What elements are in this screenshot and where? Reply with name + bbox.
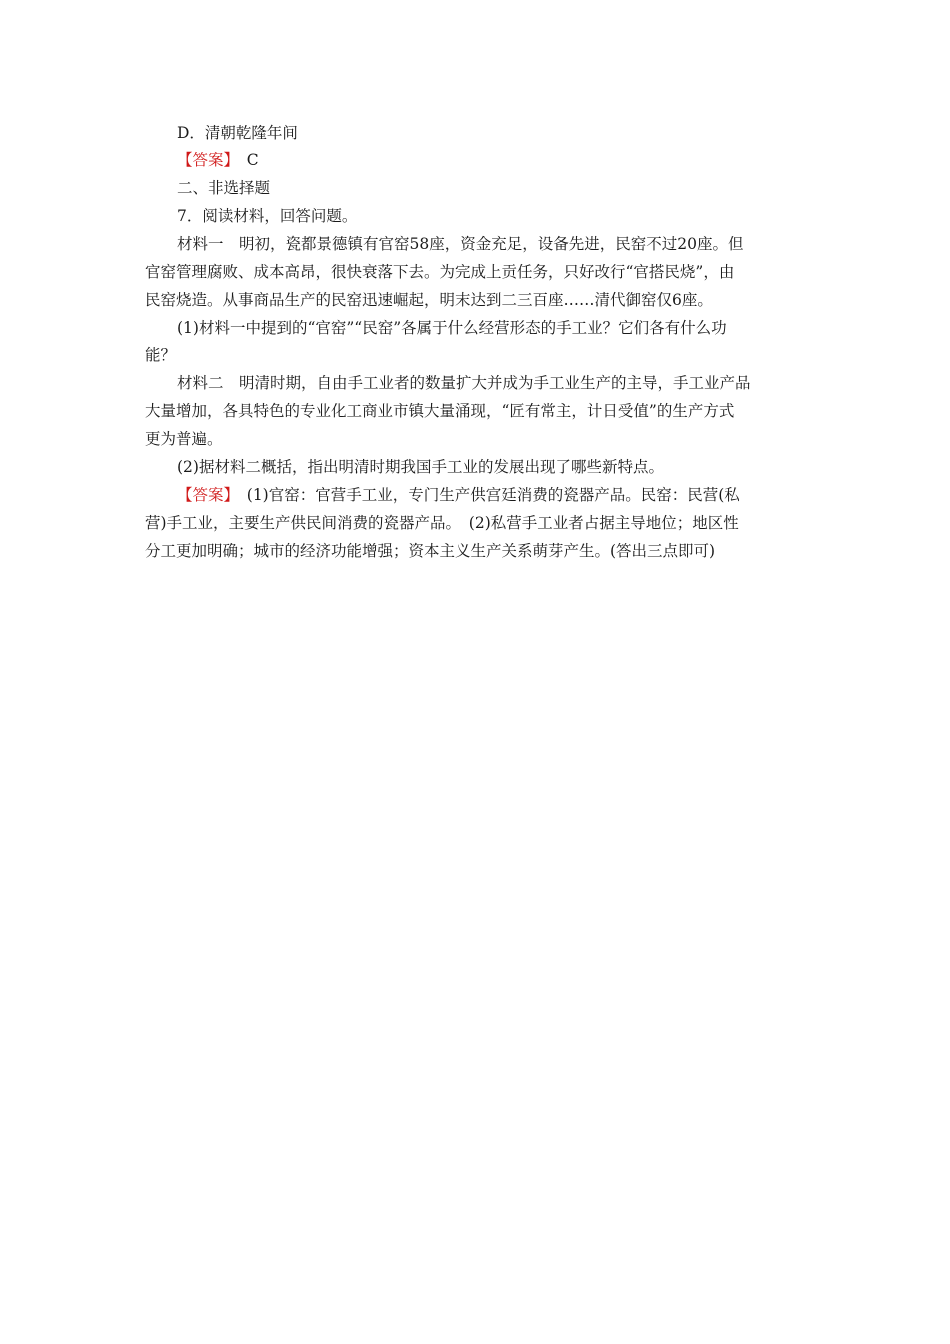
answer2-line-3: 分工更加明确；城市的经济功能增强；资本主义生产关系萌芽产生。(答出三点即可)	[145, 542, 716, 560]
answer-value: C	[231, 151, 259, 169]
question1-line-2: 能？	[145, 346, 177, 364]
answer2-text-1: (1)官窑：官营手工业，专门生产供宫廷消费的瓷器产品。民窑：民营(私	[231, 486, 740, 504]
question-title: 7．阅读材料，回答问题。	[177, 207, 358, 225]
answer-tag: 【答案】	[177, 486, 232, 504]
material1-line-2: 官窑管理腐败、成本高昂，很快衰落下去。为完成上贡任务，只好改行“官搭民烧”，由	[145, 263, 735, 281]
material2-line-1: 材料二 明清时期，自由手工业者的数量扩大并成为手工业生产的主导，手工业产品	[177, 374, 751, 392]
material1-line-3: 民窑烧造。从事商品生产的民窑迅速崛起，明末达到二三百座……清代御窑仅6座。	[145, 291, 713, 309]
material2-line-3: 更为普遍。	[145, 430, 223, 448]
answer2-line-2: 营)手工业，主要生产供民间消费的瓷器产品。 (2)私营手工业者占据主导地位；地区性	[145, 514, 739, 532]
answer2-line-1	[177, 483, 740, 507]
answer-line-1	[177, 148, 259, 172]
section-heading: 二、非选择题	[177, 179, 271, 197]
material2-line-2: 大量增加，各具特色的专业化工商业市镇大量涌现，“匠有常主，计日受值”的生产方式	[145, 402, 735, 420]
question1-line-1: (1)材料一中提到的“官窑”“民窑”各属于什么经营形态的手工业？它们各有什么功	[177, 319, 727, 337]
material1-line-1: 材料一 明初，瓷都景德镇有官窑58座，资金充足，设备先进，民窑不过20座。但	[177, 235, 744, 253]
answer-tag: 【答案】	[177, 151, 232, 169]
question2: (2)据材料二概括，指出明清时期我国手工业的发展出现了哪些新特点。	[177, 458, 664, 476]
option-d: D．清朝乾隆年间	[177, 124, 298, 142]
